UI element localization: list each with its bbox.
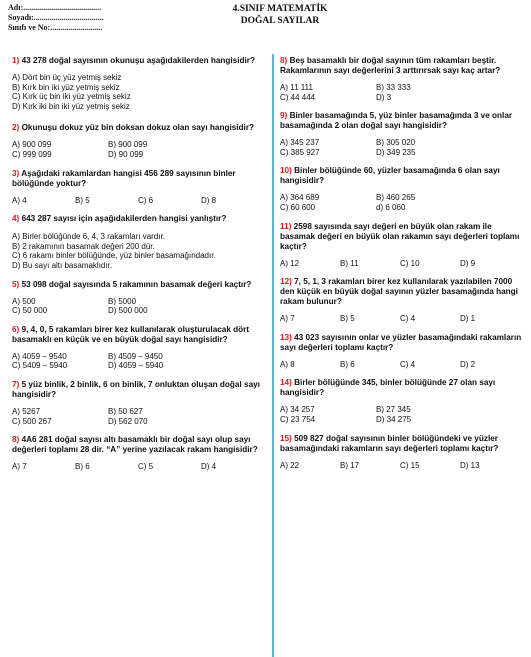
- question: [280, 222, 522, 269]
- question-stem: 5 yüz binlik, 2 binlik, 6 on binlik, 7 onluktan oluşan doğal sayı hangisidir?: [12, 379, 260, 399]
- question-text: [280, 378, 522, 398]
- answer-option: B) 5000: [108, 296, 137, 306]
- question-number: 9): [280, 111, 288, 121]
- answer-option: B) 33 333: [376, 83, 411, 92]
- question-text: [12, 325, 264, 345]
- answer-options: [280, 461, 522, 471]
- answer-option: B) 900 099: [108, 140, 148, 150]
- answer-option: B) 11: [340, 258, 359, 268]
- answer-option: B) 5: [75, 195, 90, 205]
- question: [12, 56, 264, 111]
- answer-option: A) Birler bölüğünde 6, 4, 3 rakamları vardır.: [12, 232, 165, 242]
- question: [280, 277, 522, 324]
- question-number: 12): [280, 277, 292, 287]
- question-text: [12, 380, 264, 400]
- answer-option: D) 4059 – 5940: [108, 361, 164, 371]
- answer-option: B) 460 265: [376, 193, 416, 203]
- question-text: [280, 333, 522, 353]
- answer-option: D) 13: [460, 460, 480, 470]
- question-text: [280, 166, 522, 186]
- question: [280, 111, 522, 157]
- student-info: [8, 3, 104, 33]
- answer-options: [12, 73, 264, 111]
- answer-option: D) 3: [376, 92, 392, 102]
- answer-option: A) 4: [12, 195, 27, 205]
- question-text: [12, 280, 264, 290]
- answer-option: B) Kırk bin iki yüz yetmiş sekiz: [12, 82, 120, 92]
- answer-option: A) 4059 – 9540: [12, 351, 67, 361]
- answer-option: C) 23 754: [280, 414, 316, 424]
- question-text: [12, 56, 264, 66]
- answer-option: B) 2 rakamının basamak değeri 200 dür.: [12, 241, 155, 251]
- answer-option: C) 4: [400, 314, 416, 324]
- column-divider: [272, 54, 274, 657]
- question: [280, 166, 522, 212]
- answer-options: [12, 196, 264, 206]
- question: [280, 378, 522, 424]
- question-number: 1): [12, 56, 20, 65]
- answer-option: C) 10: [400, 258, 420, 268]
- answer-options: [280, 138, 522, 157]
- answer-option: C) 5: [138, 462, 154, 472]
- question-stem: 4A6 281 doğal sayısı altı basamaklı bir doğal sayı olup sayı değerleri toplamı 28 dir. “A” yerine yazılacak rakam hangisidir?: [12, 435, 258, 455]
- answer-options: [280, 314, 522, 324]
- answer-options: [12, 140, 264, 159]
- answer-option: D) 9: [460, 258, 476, 268]
- answer-option: A) 7: [280, 314, 295, 324]
- answer-option: A) 22: [280, 460, 300, 470]
- question-stem: Binler basamağında 5, yüz binler basamağında 3 ve onlar basamağında 2 olan doğal sayı hangisidir?: [280, 111, 513, 131]
- answer-option: D) 562 070: [108, 416, 148, 426]
- question: [12, 325, 264, 371]
- question-stem: Beş basamaklı bir doğal sayının tüm rakamları beştir. Rakamlarının sayı değerlerini 3 arttırırsak sayı kaç artar?: [280, 56, 501, 75]
- question-text: [280, 222, 522, 252]
- answer-option: A) 11 111: [280, 83, 313, 92]
- answer-option: C) 50 000: [12, 306, 48, 316]
- answer-options: [12, 407, 264, 426]
- name-field: Adı:.......................................: [8, 3, 102, 12]
- answer-option: B) 27 345: [376, 405, 411, 415]
- worksheet-header: [0, 0, 531, 46]
- question-number: 2): [12, 123, 20, 133]
- answer-option: D) Bu sayı altı basamaklıdır.: [12, 260, 113, 270]
- answer-option: C) 999 099: [12, 149, 52, 159]
- answer-options: [280, 83, 522, 102]
- answer-option: C) 15: [400, 460, 420, 470]
- question-text: [12, 123, 264, 133]
- question: [12, 280, 264, 316]
- answer-option: D) 90 099: [108, 149, 144, 159]
- answer-option: D) 2: [460, 359, 476, 369]
- answer-option: D) Kırk iki bin iki yüz yetmiş sekiz: [12, 101, 130, 111]
- answer-option: B) 6: [340, 359, 355, 369]
- answer-option: D) 4: [201, 462, 217, 472]
- answer-option: A) 500: [12, 296, 36, 306]
- question-stem: 43 023 sayısının onlar ve yüzler basamağındaki rakamların sayı değerleri toplamı kaçtır?: [280, 332, 522, 352]
- question-number: 5): [12, 279, 20, 289]
- question-stem: Aşağıdaki rakamlardan hangisi 456 289 sayısının binler bölüğünde yoktur?: [12, 168, 236, 188]
- question-number: 15): [280, 433, 292, 443]
- worksheet-title: [200, 3, 360, 27]
- answer-option: A) 12: [280, 258, 300, 268]
- answer-option: C) 6 rakamı binler bölüğünde, yüz binler basamağındadır.: [12, 251, 216, 261]
- answer-option: B) 5: [340, 314, 355, 324]
- answer-option: A) 34 257: [280, 405, 315, 415]
- answer-option: A) 900 099: [12, 140, 52, 150]
- question-stem: Birler bölüğünde 345, binler bölüğünde 27 olan sayı hangisidir?: [280, 378, 496, 398]
- answer-option: C) 44 444: [280, 92, 316, 102]
- title-subject: 4.SINIF MATEMATİK: [232, 4, 328, 14]
- question-text: [280, 277, 522, 307]
- question-stem: 643 287 sayısı için aşağıdakilerden hangisi yanlıştır?: [21, 214, 227, 224]
- answer-option: A) 8: [280, 359, 295, 369]
- question-text: [12, 214, 264, 224]
- question-number: 8): [280, 56, 288, 65]
- question-stem: 2598 sayısında sayı değeri en büyük olan rakam ile basamak değeri en büyük olan rakamın sayı değerleri toplamı kaçtır?: [280, 221, 520, 251]
- answer-option: C) 500 267: [12, 416, 52, 426]
- question-text: [280, 434, 522, 454]
- answer-option: B) 4509 – 9450: [108, 351, 163, 361]
- answer-option: C) 60 600: [280, 202, 316, 212]
- question-stem: Okunuşu dokuz yüz bin doksan dokuz olan sayı hangisidir?: [21, 123, 255, 133]
- answer-option: D) 500 000: [108, 306, 148, 316]
- answer-options: [280, 259, 522, 269]
- question-number: 4): [12, 214, 20, 224]
- left-column: [12, 56, 264, 481]
- question-text: [280, 111, 522, 131]
- answer-option: B) 17: [340, 460, 360, 470]
- question-stem: 9, 4, 0, 5 rakamları birer kez kullanılarak oluşturulacak dört basamaklı en küçük ve en büyük doğal sayı hangisidir?: [12, 324, 250, 344]
- answer-option: D) 8: [201, 195, 217, 205]
- question: [12, 123, 264, 159]
- question: [280, 56, 522, 102]
- answer-option: B) 6: [75, 462, 90, 472]
- question-number: 7): [12, 379, 20, 389]
- answer-options: [12, 352, 264, 371]
- answer-option: A) 7: [12, 462, 27, 472]
- question-number: 14): [280, 378, 292, 388]
- question-number: 3): [12, 168, 20, 178]
- question-stem: 43 278 doğal sayısının okunuşu aşağıdakilerden hangisidir?: [21, 56, 255, 65]
- question-number: 6): [12, 324, 20, 334]
- answer-options: [12, 297, 264, 316]
- answer-options: [280, 360, 522, 370]
- answer-option: C) 6: [138, 195, 154, 205]
- question-number: 10): [280, 166, 292, 176]
- question-stem: Binler bölüğünde 60, yüzler basamağında 6 olan sayı hangisidir?: [280, 166, 500, 186]
- question: [280, 333, 522, 370]
- question: [12, 380, 264, 426]
- question-number: 8): [12, 435, 20, 445]
- answer-option: C) 385 927: [280, 147, 320, 157]
- question: [280, 434, 522, 471]
- question-number: 13): [280, 332, 292, 342]
- answer-options: [280, 193, 522, 212]
- answer-option: d) 6 060: [376, 202, 406, 212]
- question-text: [280, 56, 522, 76]
- answer-option: A) 364 689: [280, 193, 320, 203]
- class-number-field: Sınıfı ve No:..........................: [8, 23, 103, 32]
- answer-option: A) 5267: [12, 406, 41, 416]
- answer-option: D) 349 235: [376, 147, 416, 157]
- answer-options: [280, 405, 522, 424]
- answer-options: [12, 462, 264, 472]
- question: [12, 435, 264, 472]
- question-stem: 53 098 doğal sayısında 5 rakamının basamak değeri kaçtır?: [21, 279, 252, 289]
- question-number: 11): [280, 221, 292, 231]
- surname-field: Soyadı:...................................: [8, 13, 104, 22]
- answer-option: A) Dört bin üç yüz yetmiş sekiz: [12, 73, 122, 82]
- right-column: [280, 56, 522, 479]
- question-text: [12, 169, 264, 189]
- answer-option: D) 34 275: [376, 414, 412, 424]
- answer-option: C) 5409 – 5940: [12, 361, 68, 371]
- answer-options: [12, 232, 264, 270]
- answer-option: D) 1: [460, 314, 476, 324]
- answer-option: B) 305 020: [376, 138, 416, 148]
- question-stem: 7, 5, 1, 3 rakamları birer kez kullanılarak yazılabilen 7000 den küçük en büyük doğal sayının yüzler basamağında hangi rakam bulunur?: [280, 277, 518, 307]
- question: [12, 169, 264, 206]
- question: [12, 214, 264, 270]
- title-topic: DOĞAL SAYILAR: [240, 16, 320, 26]
- answer-option: A) 345 237: [280, 138, 320, 148]
- answer-option: C) 4: [400, 359, 416, 369]
- question-text: [12, 435, 264, 455]
- answer-option: C) Kırk üç bin iki yüz yetmiş sekiz: [12, 92, 131, 102]
- question-stem: 509 827 doğal sayısının binler bölüğündeki ve yüzler basamağındaki rakamların sayı değerleri toplamı kaçtır?: [280, 433, 499, 453]
- answer-option: B) 50 627: [108, 406, 143, 416]
